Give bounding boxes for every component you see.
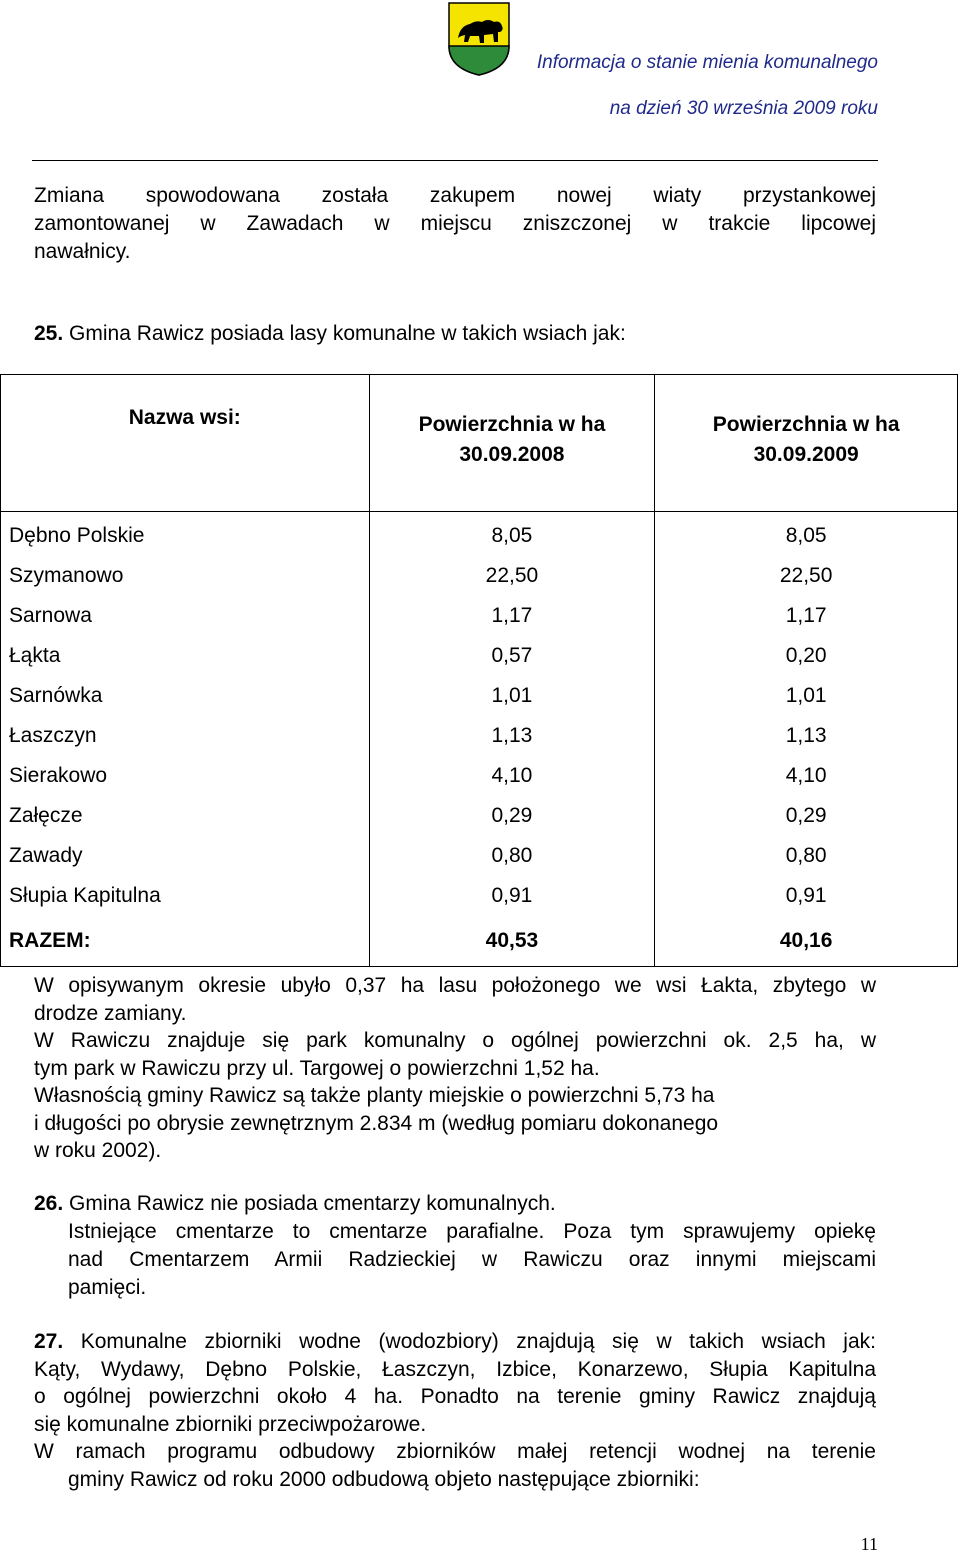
- area-2009: 0,91: [655, 876, 958, 916]
- village-name: Zawady: [1, 836, 370, 876]
- section-text: Gmina Rawicz posiada lasy komunalne w takich wsiach jak:: [69, 322, 626, 345]
- village-name: Załęcze: [1, 796, 370, 836]
- area-2009: 0,80: [655, 836, 958, 876]
- forest-change-paragraph: [34, 972, 876, 1165]
- section-number: 25.: [34, 322, 64, 345]
- area-2008: 22,50: [369, 556, 655, 596]
- village-name: Łąkta: [1, 636, 370, 676]
- paragraph-line: W ramach programu odbudowy zbiorników małej retencji wodnej na terenie: [34, 1440, 876, 1463]
- paragraph-line: się komunalne zbiorniki przeciwpożarowe.: [34, 1412, 427, 1436]
- header-area-2009: Powierzchnia w ha 30.09.2009: [655, 375, 958, 512]
- paragraph-line: pamięci.: [68, 1276, 147, 1299]
- table-row: [1, 676, 958, 716]
- total-label: RAZEM:: [1, 916, 370, 967]
- municipality-crest-logo: [448, 2, 510, 76]
- village-name: Szymanowo: [1, 556, 370, 596]
- section-text: Komunalne zbiorniki wodne (wodozbiory) znajdują się w takich wsiach jak:: [80, 1330, 876, 1353]
- table-row: [1, 836, 958, 876]
- paragraph-line: tym park w Rawiczu przy ul. Targowej o powierzchni 1,52 ha.: [34, 1056, 600, 1080]
- village-name: Słupia Kapitulna: [1, 876, 370, 916]
- page-number: 11: [860, 1534, 878, 1554]
- table-row: [1, 596, 958, 636]
- paragraph-line: drodze zamiany.: [34, 1001, 187, 1025]
- section-text: Gmina Rawicz nie posiada cmentarzy komunalnych.: [69, 1192, 556, 1215]
- total-2009: 40,16: [655, 916, 958, 967]
- total-2008: 40,53: [369, 916, 655, 967]
- area-2008: 1,01: [369, 676, 655, 716]
- section-number: 27.: [34, 1330, 64, 1353]
- forest-area-table: [0, 374, 958, 967]
- paragraph-line: gminy Rawicz od roku 2000 odbudową objeto następujące zbiorniki:: [68, 1467, 700, 1491]
- table-row: [1, 512, 958, 557]
- area-2008: 1,13: [369, 716, 655, 756]
- area-2009: 0,29: [655, 796, 958, 836]
- section-number: 26.: [34, 1192, 64, 1215]
- area-2008: 4,10: [369, 756, 655, 796]
- section-26: [34, 1190, 876, 1302]
- area-2008: 0,91: [369, 876, 655, 916]
- table-row: [1, 716, 958, 756]
- village-name: Sarnówka: [1, 676, 370, 716]
- header-date: na dzień 30 września 2009 roku: [609, 98, 878, 119]
- paragraph-line: w roku 2002).: [34, 1139, 162, 1162]
- paragraph-line: Istniejące cmentarze to cmentarze parafialne. Poza tym sprawujemy opiekę: [68, 1220, 876, 1243]
- paragraph-line: W Rawiczu znajduje się park komunalny o ogólnej powierzchni ok. 2,5 ha, w: [34, 1029, 876, 1052]
- table-row: [1, 636, 958, 676]
- area-2009: 22,50: [655, 556, 958, 596]
- intro-line: zamontowanej w Zawadach w miejscu zniszczonej w trakcie lipcowej: [34, 212, 876, 235]
- table-row: [1, 556, 958, 596]
- paragraph-line: Kąty, Wydawy, Dębno Polskie, Łaszczyn, Izbice, Konarzewo, Słupia Kapitulna: [34, 1357, 876, 1381]
- table-row: [1, 796, 958, 836]
- area-2009: 1,01: [655, 676, 958, 716]
- area-2009: 8,05: [655, 512, 958, 557]
- village-name: Dębno Polskie: [1, 512, 370, 557]
- area-2009: 4,10: [655, 756, 958, 796]
- area-2008: 1,17: [369, 596, 655, 636]
- table-row: [1, 876, 958, 916]
- header-area-2008: Powierzchnia w ha 30.09.2008: [369, 375, 655, 512]
- intro-paragraph: [34, 182, 876, 266]
- intro-line: Zmiana spowodowana została zakupem nowej wiaty przystankowej: [34, 184, 876, 207]
- header-divider: [32, 160, 878, 161]
- table-total-row: [1, 916, 958, 967]
- paragraph-line: o ogólnej powierzchni około 4 ha. Ponadto na terenie gminy Rawicz znajdują: [34, 1385, 876, 1408]
- header-village-name: Nazwa wsi:: [1, 375, 370, 512]
- paragraph-line: W opisywanym okresie ubyło 0,37 ha lasu położonego we wsi Łakta, zbytego w: [34, 974, 876, 997]
- area-2009: 0,20: [655, 636, 958, 676]
- paragraph-line: Własnością gminy Rawicz są także planty miejskie o powierzchni 5,73 ha: [34, 1084, 715, 1107]
- section-25-heading: [34, 320, 876, 348]
- area-2008: 0,57: [369, 636, 655, 676]
- intro-line: nawałnicy.: [34, 240, 131, 263]
- area-2008: 8,05: [369, 512, 655, 557]
- area-2008: 0,29: [369, 796, 655, 836]
- section-27: [34, 1328, 876, 1493]
- table-header-row: [1, 375, 958, 512]
- village-name: Łaszczyn: [1, 716, 370, 756]
- paragraph-line: i długości po obrysie zewnętrznym 2.834 m (według pomiaru dokonanego: [34, 1111, 719, 1135]
- village-name: Sierakowo: [1, 756, 370, 796]
- village-name: Sarnowa: [1, 596, 370, 636]
- paragraph-line: nad Cmentarzem Armii Radzieckiej w Rawiczu oraz innymi miejscami: [68, 1248, 876, 1271]
- area-2008: 0,80: [369, 836, 655, 876]
- area-2009: 1,17: [655, 596, 958, 636]
- area-2009: 1,13: [655, 716, 958, 756]
- header-title: Informacja o stanie mienia komunalnego: [536, 52, 878, 73]
- table-row: [1, 756, 958, 796]
